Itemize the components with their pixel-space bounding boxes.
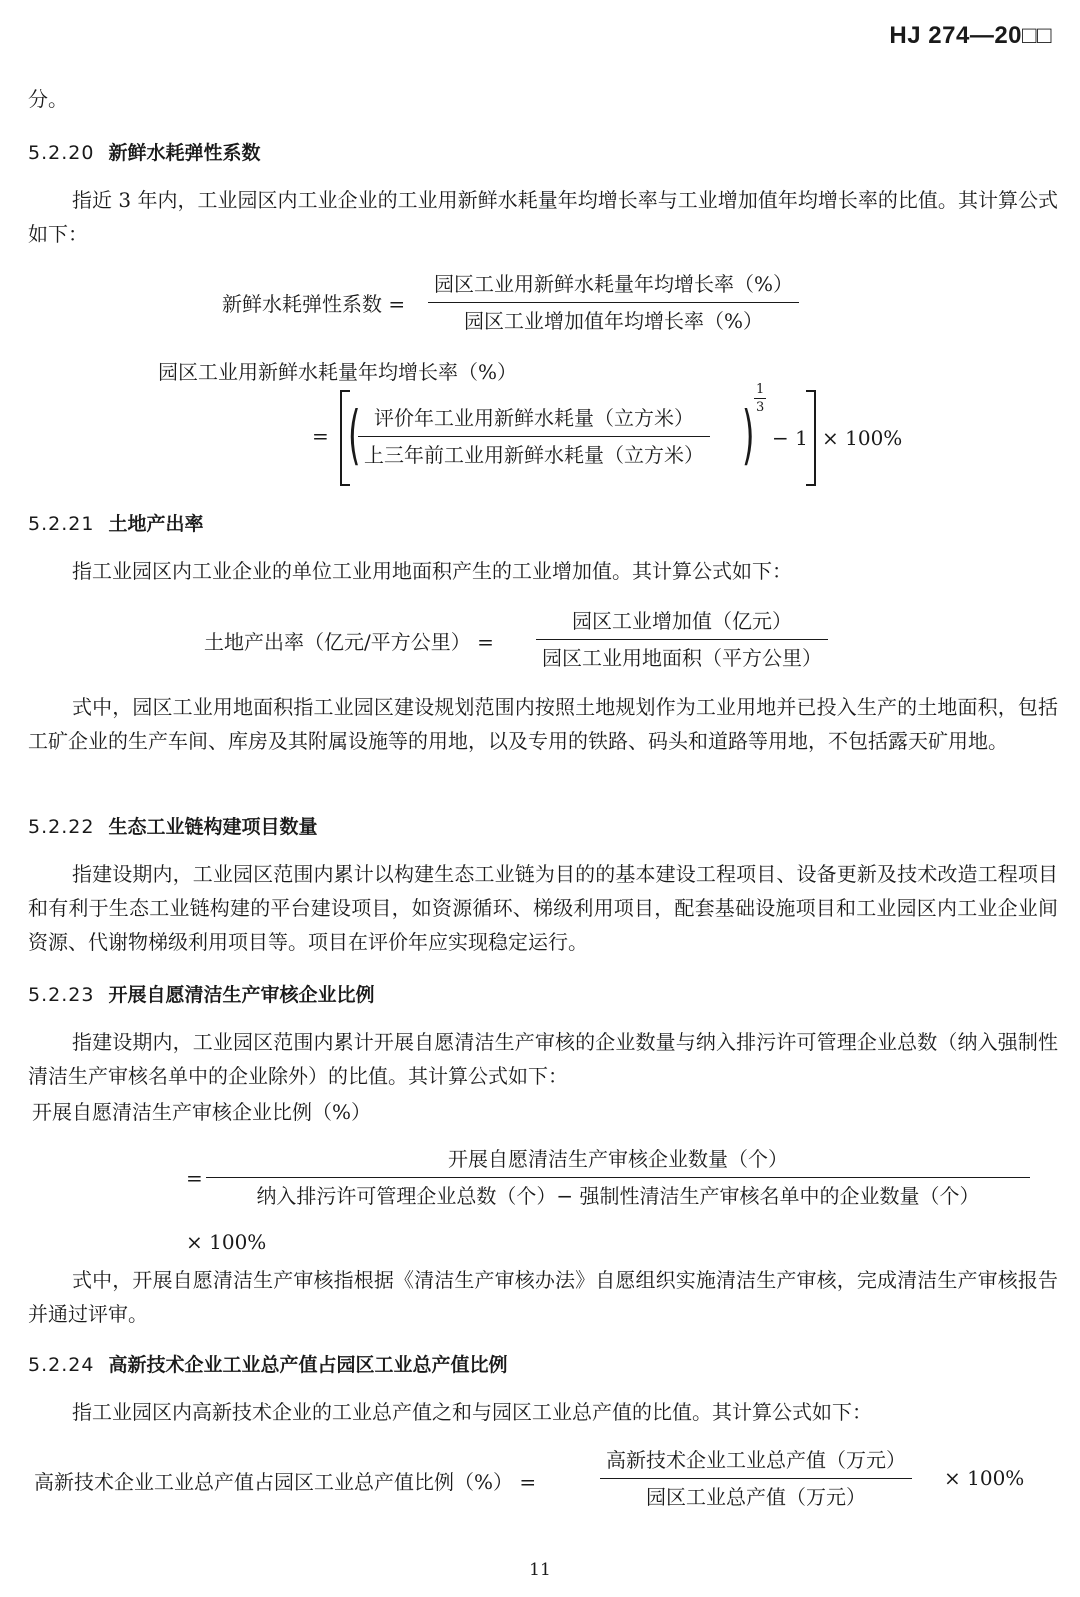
formula-denominator: 园区工业用地面积（平方公里） — [542, 646, 822, 670]
section-title: 开展自愿清洁生产审核企业比例 — [108, 984, 375, 1006]
formula-numerator: 高新技术企业工业总产值（万元） — [606, 1448, 906, 1472]
section-number: 5.2.21 — [28, 513, 95, 535]
formula-numerator: 园区工业用新鲜水耗量年均增长率（%） — [434, 272, 794, 296]
formula-note: 式中，园区工业用地面积指工业园区建设规划范围内按照土地规划作为工业用地并已投入生产的土地面积，包括工矿企业的生产车间、库房及其附属设施等的用地，以及专用的铁路、码头和道路等用地，不包括露天矿用地。 — [28, 695, 1058, 753]
section-paragraph: 指建设期内，工业园区范围内累计以构建生态工业链为目的的基本建设工程项目、设备更新及技术改造工程项目和有利于生态工业链构建的平台建设项目，如资源循环、梯级利用项目，配套基础设施项目和工业园区内工业企业间资源、代谢物梯级利用项目等。项目在评价年应实现稳定运行。 — [28, 862, 1058, 954]
document-code: HJ 274—20□□ — [889, 22, 1052, 49]
exponent-numerator: 1 — [756, 382, 765, 397]
equals-sign: = — [312, 424, 329, 448]
exponent-fraction — [754, 382, 766, 415]
section-heading-5-2-24 — [28, 1350, 507, 1377]
formula-fraction — [358, 404, 710, 469]
section-heading-5-2-22 — [28, 812, 317, 839]
formula-lhs: 开展自愿清洁生产审核企业比例（%） — [32, 1100, 372, 1124]
times-percent: × 100% — [822, 426, 903, 450]
equals-sign: = — [186, 1166, 203, 1190]
formula-lhs: 土地产出率（亿元/平方公里） = — [204, 630, 494, 654]
times-percent: × 100% — [186, 1230, 267, 1254]
section-heading-5-2-20 — [28, 138, 260, 165]
section-title: 土地产出率 — [108, 513, 204, 535]
section-title: 高新技术企业工业总产值占园区工业总产值比例 — [108, 1354, 508, 1376]
page-number: 11 — [529, 1560, 551, 1580]
formula-lhs: 园区工业用新鲜水耗量年均增长率（%） — [158, 360, 518, 384]
section-number: 5.2.23 — [28, 984, 95, 1006]
section-paragraph: 指工业园区内工业企业的单位工业用地面积产生的工业增加值。其计算公式如下： — [72, 559, 792, 583]
exponent-denominator: 3 — [756, 400, 765, 415]
minus-one: − 1 — [772, 426, 808, 450]
continued-text: 分。 — [28, 87, 68, 111]
section-number: 5.2.20 — [28, 142, 95, 164]
section-title: 新鲜水耗弹性系数 — [108, 142, 261, 164]
formula-fraction — [600, 1446, 912, 1511]
formula-fraction — [206, 1145, 1030, 1210]
formula-numerator: 评价年工业用新鲜水耗量（立方米） — [374, 406, 694, 430]
times-percent: × 100% — [944, 1466, 1025, 1490]
formula-denominator: 园区工业增加值年均增长率（%） — [464, 309, 764, 333]
formula-denominator: 纳入排污许可管理企业总数（个）− 强制性清洁生产审核名单中的企业数量（个） — [256, 1184, 980, 1208]
formula-numerator: 开展自愿清洁生产审核企业数量（个） — [448, 1147, 788, 1171]
section-paragraph: 指工业园区内高新技术企业的工业总产值之和与园区工业总产值的比值。其计算公式如下： — [72, 1400, 872, 1424]
formula-numerator: 园区工业增加值（亿元） — [572, 609, 792, 633]
section-title: 生态工业链构建项目数量 — [108, 816, 318, 838]
formula-fraction — [536, 607, 828, 672]
formula-lhs: 高新技术企业工业总产值占园区工业总产值比例（%） = — [34, 1470, 537, 1494]
left-paren-glyph: ( — [348, 399, 361, 473]
section-heading-5-2-23 — [28, 980, 374, 1007]
section-number: 5.2.22 — [28, 816, 95, 838]
formula-denominator: 园区工业总产值（万元） — [646, 1485, 866, 1509]
section-number: 5.2.24 — [28, 1354, 95, 1376]
formula-lhs: 新鲜水耗弹性系数 = — [222, 292, 406, 316]
formula-denominator: 上三年前工业用新鲜水耗量（立方米） — [364, 443, 704, 467]
right-paren-glyph: ) — [742, 399, 755, 473]
section-heading-5-2-21 — [28, 509, 203, 536]
section-paragraph: 指近 3 年内，工业园区内工业企业的工业用新鲜水耗量年均增长率与工业增加值年均增长率的比值。其计算公式如下： — [28, 188, 1058, 246]
section-paragraph: 指建设期内，工业园区范围内累计开展自愿清洁生产审核的企业数量与纳入排污许可管理企业总数（纳入强制性清洁生产审核名单中的企业除外）的比值。其计算公式如下： — [28, 1030, 1058, 1088]
formula-note: 式中，开展自愿清洁生产审核指根据《清洁生产审核办法》自愿组织实施清洁生产审核，完成清洁生产审核报告并通过评审。 — [28, 1268, 1058, 1326]
formula-fraction — [428, 270, 799, 335]
